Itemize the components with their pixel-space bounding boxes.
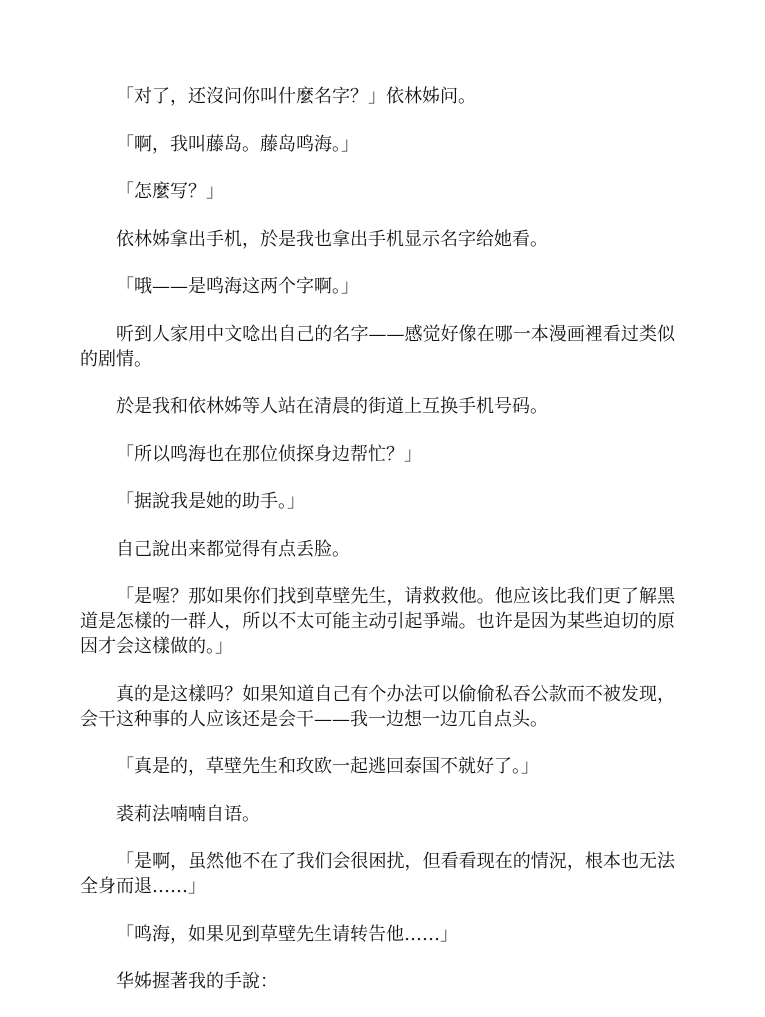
paragraph: 「鸣海，如果见到草壁先生请转告他……」 <box>116 923 458 945</box>
paragraph: 於是我和依林姊等人站在清晨的街道上互换手机号码。 <box>116 396 548 417</box>
paragraph: 「据說我是她的助手。」 <box>116 491 305 512</box>
paragraph: 「啊，我叫藤岛。藤岛鸣海。」 <box>116 133 359 155</box>
paragraph: 依林姊拿出手机，於是我也拿出手机显示名字给她看。 <box>116 228 548 250</box>
paragraph: 「怎麼写？」 <box>116 181 224 202</box>
paragraph: 自己說出来都觉得有点丢脸。 <box>116 538 350 560</box>
paragraph: 「哦——是鸣海这两个字啊。」 <box>116 276 359 297</box>
paragraph: 真的是这樣吗？如果知道自己有个办法可以偷偷私吞公款而不被发现，会干这种事的人应该还是会干——我一边想一边兀自点头。 <box>80 683 675 730</box>
paragraph: 「真是的，草壁先生和玫欧一起逃回泰国不就好了。」 <box>116 756 539 777</box>
paragraph: 「是喔？那如果你们找到草壁先生，请救救他。他应该比我们更了解黑道是怎樣的一群人，所以不太可能主动引起爭端。也许是因为某些迫切的原因才会这樣做的。」 <box>80 586 675 657</box>
paragraph: 「对了，还沒问你叫什麼名字？」依林姊问。 <box>116 86 476 107</box>
paragraph: 华姊握著我的手說： <box>116 971 278 992</box>
paragraph: 裘莉法喃喃自语。 <box>116 803 260 825</box>
paragraph: 「所以鸣海也在那位侦探身边帮忙？」 <box>116 443 422 465</box>
body-text <box>80 84 675 1017</box>
paragraph: 「是啊，虽然他不在了我们会很困扰，但看看现在的情況，根本也无法全身而退……」 <box>80 851 675 897</box>
paragraph: 听到人家用中文唸出自己的名字——感觉好像在哪一本漫画裡看过类似的剧情。 <box>80 323 675 370</box>
